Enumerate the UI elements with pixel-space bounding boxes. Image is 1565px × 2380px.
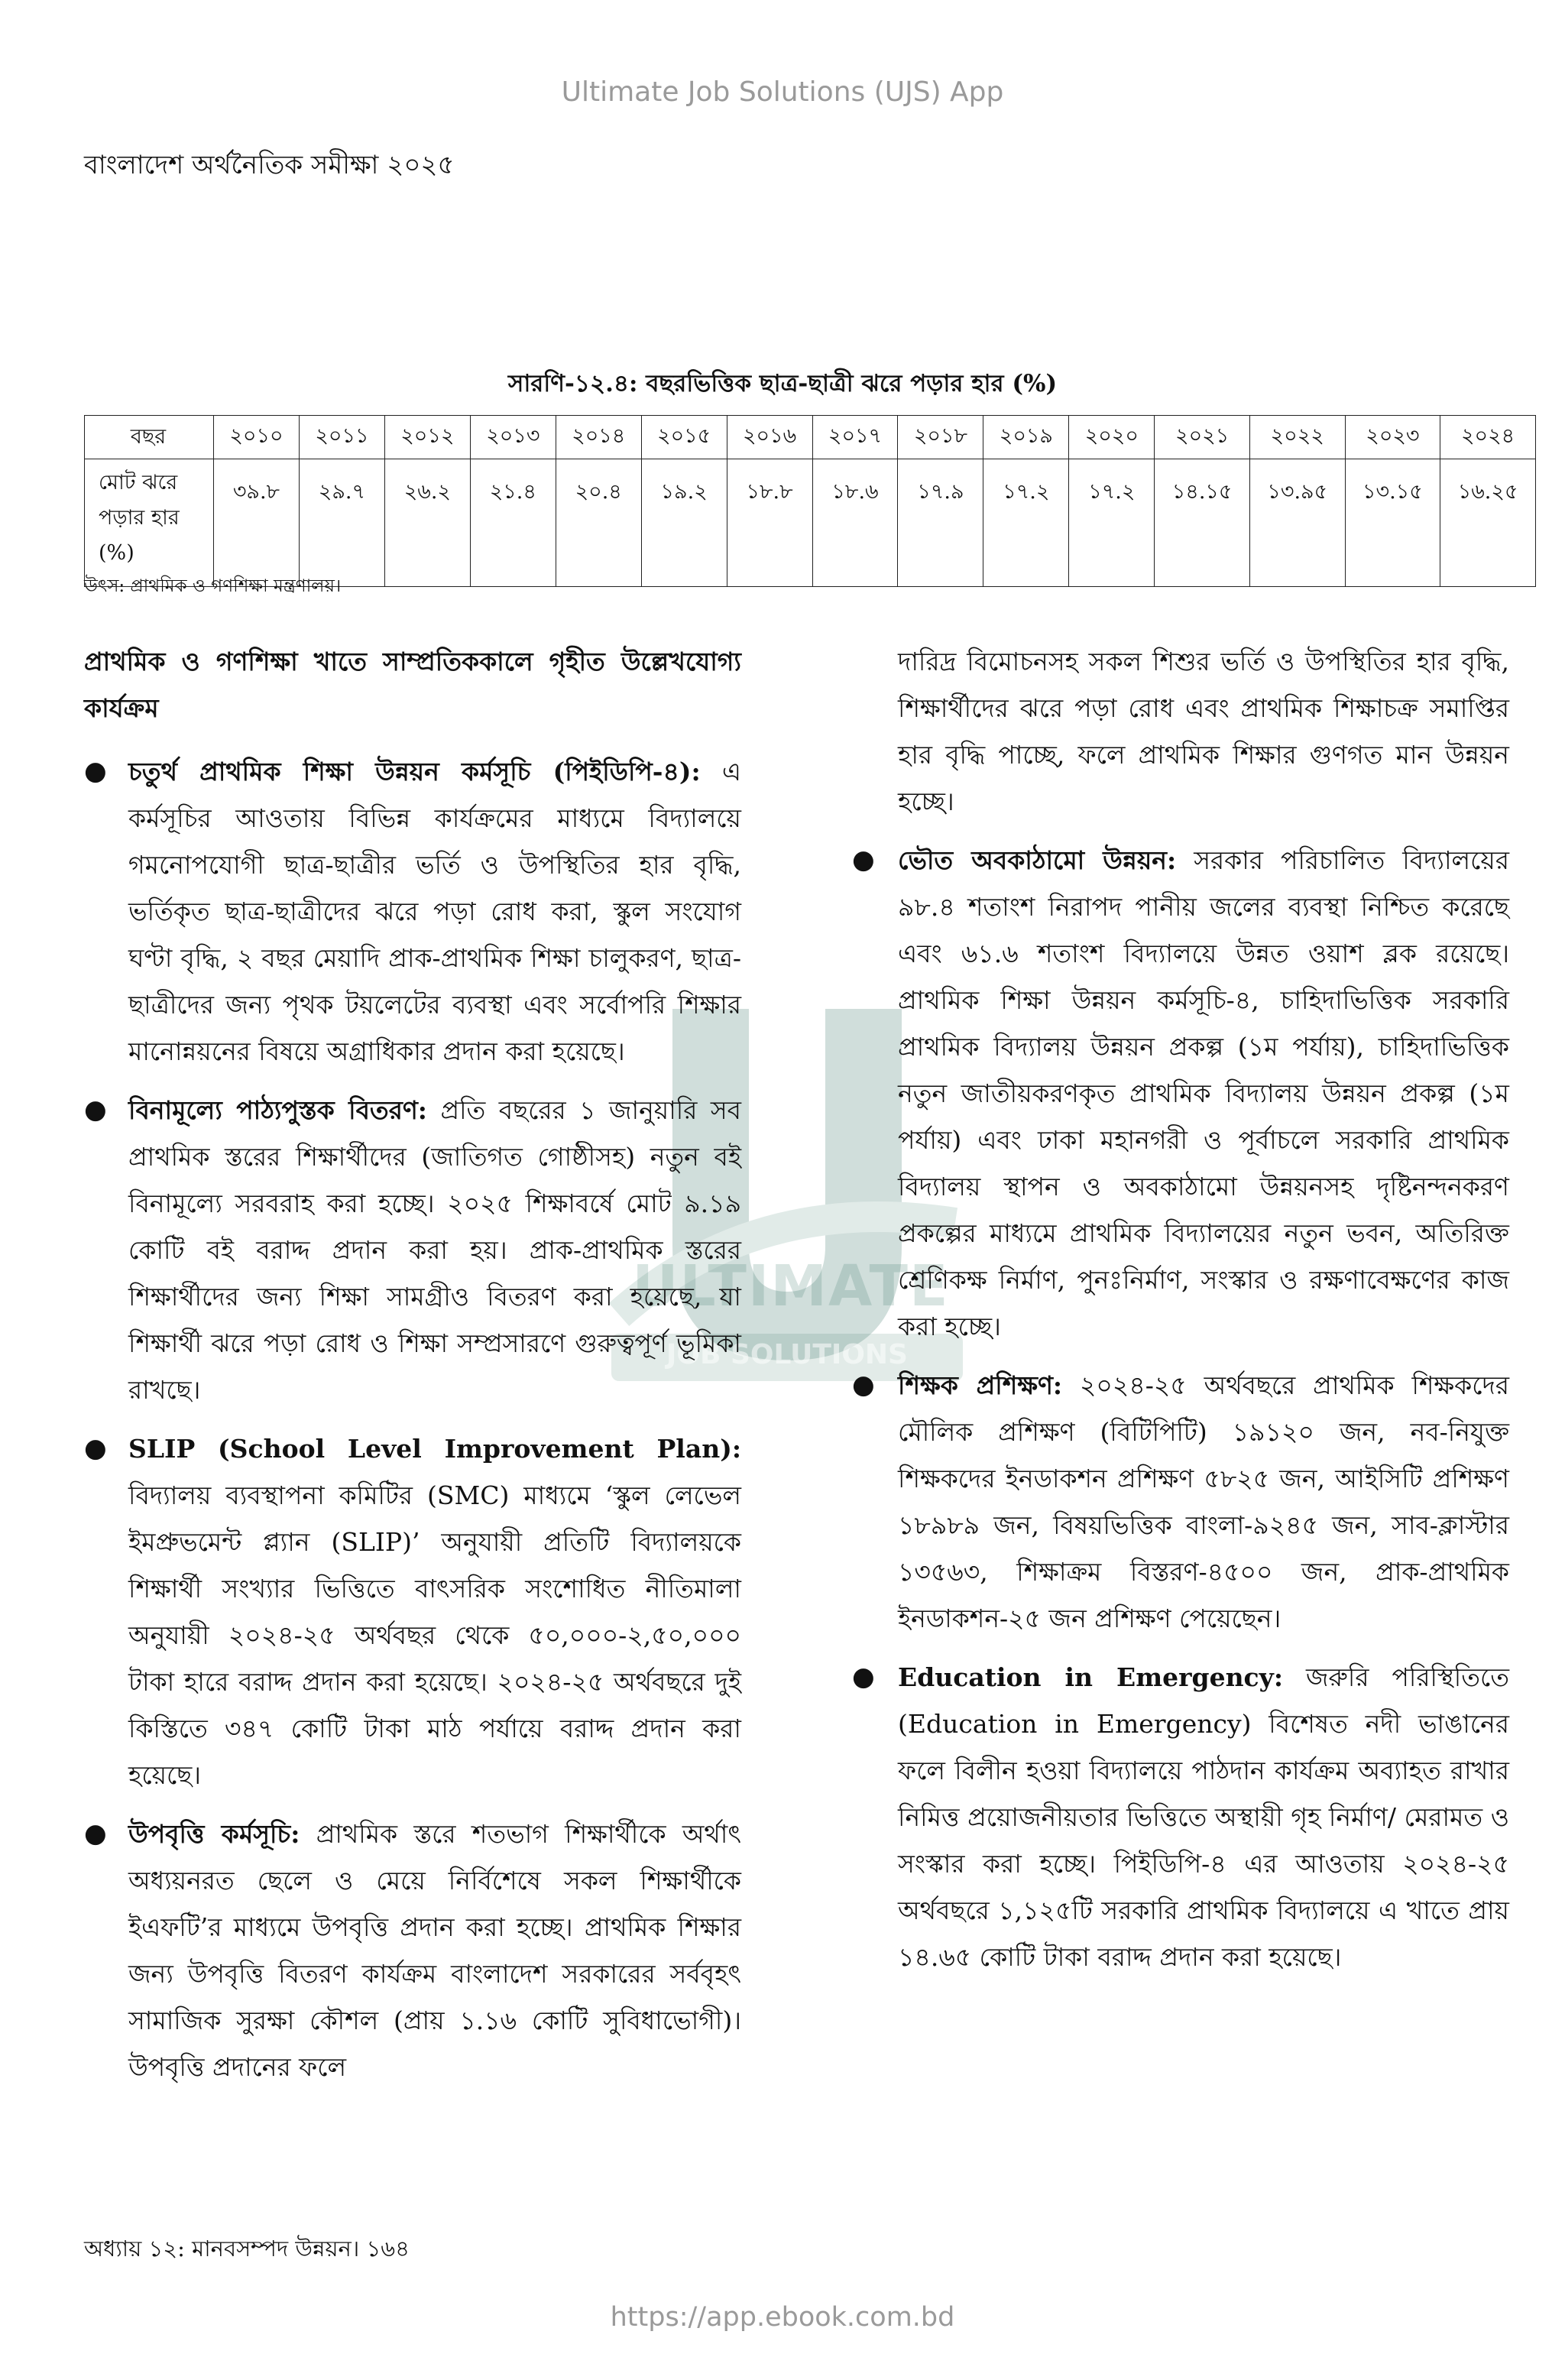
- bullet-text: সরকার পরিচালিত বিদ্যালয়ের ৯৮.৪ শতাংশ নিরাপদ পানীয় জলের ব্যবস্থা নিশ্চিত করেছে এবং ৬১.৬ শতাংশ বিদ্যালয়ে উন্নত ওয়াশ ব্লক রয়েছে। প্রাথমিক শিক্ষা উন্নয়ন কর্মসূচি-৪, চাহিদাভিত্তিক সরকারি প্রাথমিক বিদ্যালয় উন্নয়ন প্রকল্প (১ম পর্যায়), চাহিদাভিত্তিক নতুন জাতীয়করণকৃত প্রাথমিক বিদ্যালয় উন্নয়ন প্রকল্প (১ম পর্যায়) এবং ঢাকা মহানগরী ও পূর্বাচলে সরকারি প্রাথমিক বিদ্যালয় স্থাপন ও অবকাঠামো উন্নয়নসহ দৃষ্টিনন্দনকরণ প্রকল্পের মাধ্যমে প্রাথমিক বিদ্যালয়ের নতুন ভবন, অতিরিক্ত শ্রেণিকক্ষ নির্মাণ, পুনঃনির্মাণ, সংস্কার ও রক্ষণাবেক্ষণের কাজ করা হচ্ছে।: [898, 845, 1509, 1341]
- year-cell: ২০২১: [1155, 416, 1250, 459]
- value-cell: ১৩.৯৫: [1249, 459, 1345, 587]
- value-cell: ৩৯.৮: [214, 459, 300, 587]
- bullet-title: চতুর্থ প্রাথমিক শিক্ষা উন্নয়ন কর্মসূচি (পিইডিপি-৪):: [128, 757, 701, 786]
- year-cell: ২০১১: [299, 416, 384, 459]
- value-cell: ১৭.২: [983, 459, 1069, 587]
- bullet-title: SLIP (School Level Improvement Plan):: [128, 1434, 741, 1464]
- year-cell: ২০১৬: [727, 416, 812, 459]
- bullet-item: [84, 1425, 741, 1798]
- year-cell: ২০২০: [1069, 416, 1155, 459]
- year-cell: ২০১০: [214, 416, 300, 459]
- year-cell: ২০১৫: [641, 416, 727, 459]
- bullet-title: বিনামূল্যে পাঠ্যপুস্তক বিতরণ:: [128, 1095, 427, 1125]
- year-cell: ২০২৪: [1440, 416, 1536, 459]
- bullet-dot-icon: ●: [84, 1433, 107, 1464]
- year-cell: ২০১৮: [898, 416, 983, 459]
- year-cell: ২০১৪: [556, 416, 641, 459]
- year-cell: ২০১২: [384, 416, 470, 459]
- table-source: উৎস: প্রাথমিক ও গণশিক্ষা মন্ত্রণালয়।: [84, 576, 342, 596]
- value-cell: ১৭.৯: [898, 459, 983, 587]
- value-cell: ১৯.২: [641, 459, 727, 587]
- continued-paragraph: দারিদ্র বিমোচনসহ সকল শিশুর ভর্তি ও উপস্থিতির হার বৃদ্ধি, শিক্ষার্থীদের ঝরে পড়া রোধ এবং প্রাথমিক শিক্ষাচক্র সমাপ্তির হার বৃদ্ধি পাচ্ছে, ফলে প্রাথমিক শিক্ষার গুণগত মান উন্নয়ন হচ্ছে।: [898, 647, 1509, 816]
- year-cell: ২০১৯: [983, 416, 1069, 459]
- bullet-text: এ কর্মসূচির আওতায় বিভিন্ন কার্যক্রমের মাধ্যমে বিদ্যালয়ে গমনোপযোগী ছাত্র-ছাত্রীর ভর্তি ও উপস্থিতির হার বৃদ্ধি, ভর্তিকৃত ছাত্র-ছাত্রীদের ঝরে পড়া রোধ করা, স্কুল সংযোগ ঘণ্টা বৃদ্ধি, ২ বছর মেয়াদি প্রাক-প্রাথমিক শিক্ষা চালুকরণ, ছাত্র-ছাত্রীদের জন্য পৃথক টয়লেটের ব্যবস্থা এবং সর্বোপরি শিক্ষার মানোন্নয়নের বিষয়ে অগ্রাধিকার প্রদান করা হয়েছে।: [128, 757, 741, 1066]
- bullet-title: শিক্ষক প্রশিক্ষণ:: [898, 1370, 1063, 1400]
- watermark-sub-text: JOB SOLUTIONS: [666, 1339, 908, 1370]
- year-cell: ২০১৭: [812, 416, 898, 459]
- year-cell: ২০২২: [1249, 416, 1345, 459]
- left-column: [84, 638, 741, 2103]
- bullet-text: ২০২৪-২৫ অর্থবছরে প্রাথমিক শিক্ষকদের মৌলিক প্রশিক্ষণ (বিটিপিটি) ১৯১২০ জন, নব-নিযুক্ত শিক্ষকদের ইনডাকশন প্রশিক্ষণ ৫৮২৫ জন, আইসিটি প্রশিক্ষণ ১৮৯৮৯ জন, বিষয়ভিত্তিক বাংলা-৯২৪৫ জন, সাব-ক্লাস্টার ১৩৫৬৩, শিক্ষাক্রম বিস্তরণ-৪৫০০ জন, প্রাক-প্রাথমিক ইনডাকশন-২৫ জন প্রশিক্ষণ পেয়েছেন।: [898, 1370, 1509, 1633]
- section-title: প্রাথমিক ও গণশিক্ষা খাতে সাম্প্রতিককালে গৃহীত উল্লেখযোগ্য কার্যক্রম: [84, 647, 741, 723]
- bullet-dot-icon: ●: [84, 1818, 107, 1849]
- left-bullet-list: [84, 748, 741, 2090]
- page-header: বাংলাদেশ অর্থনৈতিক সমীক্ষা ২০২৫: [84, 150, 455, 180]
- bullet-item: [84, 748, 741, 1075]
- value-cell: ১৮.৮: [727, 459, 812, 587]
- value-cell: ১৭.২: [1069, 459, 1155, 587]
- dropout-rate-table: [84, 415, 1536, 587]
- bullet-title: Education in Emergency:: [898, 1662, 1284, 1692]
- bullet-item: [84, 1087, 741, 1413]
- bullet-text: জরুরি পরিস্থিতিতে (Education in Emergency) বিশেষত নদী ভাঙানের ফলে বিলীন হওয়া বিদ্যালয়ে পাঠদান কার্যক্রম অব্যাহত রাখার নিমিত্ত প্রয়োজনীয়তার ভিত্তিতে অস্থায়ী গৃহ নির্মাণ/ মেরামত ও সংস্কার করা হচ্ছে। পিইডিপি-৪ এর আওতায় ২০২৪-২৫ অর্থবছরে ১,১২৫টি সরকারি প্রাথমিক বিদ্যালয়ে এ খাতে প্রায় ১৪.৬৫ কোটি টাকা বরাদ্দ প্রদান করা হয়েছে।: [898, 1662, 1509, 1972]
- value-cell: ২০.৪: [556, 459, 641, 587]
- table-value-row: [85, 459, 1536, 587]
- bullet-dot-icon: ●: [852, 1662, 875, 1692]
- bullet-text: বিদ্যালয় ব্যবস্থাপনা কমিটির (SMC) মাধ্যমে ‘স্কুল লেভেল ইমপ্রুভমেন্ট প্ল্যান (SLIP)’ অনুযায়ী প্রতিটি বিদ্যালয়কে শিক্ষার্থী সংখ্যার ভিত্তিতে বাৎসরিক সংশোধিত নীতিমালা অনুযায়ী ২০২৪-২৫ অর্থবছর থেকে ৫০,০০০-২,৫০,০০০ টাকা হারে বরাদ্দ প্রদান করা হয়েছে। ২০২৪-২৫ অর্থবছরে দুই কিস্তিতে ৩৪৭ কোটি টাকা মাঠ পর্যায়ে বরাদ্দ প্রদান করা হয়েছে।: [128, 1480, 741, 1790]
- bullet-item: [852, 1362, 1509, 1642]
- table-caption: সারণি-১২.৪: বছরভিত্তিক ছাত্র-ছাত্রী ঝরে পড়ার হার (%): [507, 370, 1058, 397]
- value-cell: ১৮.৬: [812, 459, 898, 587]
- right-bullet-list: [852, 837, 1509, 1980]
- row-label-cell: মোট ঝরে পড়ার হার (%): [85, 459, 214, 587]
- app-header: Ultimate Job Solutions (UJS) App: [561, 76, 1004, 108]
- bullet-dot-icon: ●: [84, 756, 107, 786]
- bullet-dot-icon: ●: [852, 845, 875, 875]
- value-cell: ১৬.২৫: [1440, 459, 1536, 587]
- value-cell: ১৪.১৫: [1155, 459, 1250, 587]
- bullet-item: [852, 1654, 1509, 1980]
- watermark-text: ULTIMATE: [632, 1253, 950, 1319]
- bullet-text: প্রতি বছরের ১ জানুয়ারি সব প্রাথমিক স্তরের শিক্ষার্থীদের (জাতিগত গোষ্ঠীসহ) নতুন বই বিনামূল্যে সরবরাহ করা হচ্ছে। ২০২৫ শিক্ষাবর্ষে মোট ৯.১৯ কোটি বই বরাদ্দ প্রদান করা হয়। প্রাক-প্রাথমিক স্তরের শিক্ষার্থীদের জন্য শিক্ষা সামগ্রীও বিতরণ করা হয়েছে, যা শিক্ষার্থী ঝরে পড়া রোধ ও শিক্ষা সম্প্রসারণে গুরুত্বপূর্ণ ভূমিকা রাখছে।: [128, 1095, 742, 1405]
- bullet-text: প্রাথমিক স্তরে শতভাগ শিক্ষার্থীকে অর্থাৎ অধ্যয়নরত ছেলে ও মেয়ে নির্বিশেষে সকল শিক্ষার্থীকে ইএফটি’র মাধ্যমে উপবৃত্তি প্রদান করা হচ্ছে। প্রাথমিক শিক্ষার জন্য উপবৃত্তি বিতরণ কার্যক্রম বাংলাদেশ সরকারের সর্ববৃহৎ সামাজিক সুরক্ষা কৌশল (প্রায় ১.১৬ কোটি সুবিধাভোগী)। উপবৃত্তি প্রদানের ফলে: [128, 1819, 741, 2082]
- bullet-dot-icon: ●: [84, 1094, 107, 1125]
- year-cell: ২০১৩: [470, 416, 556, 459]
- value-cell: ১৩.১৫: [1345, 459, 1440, 587]
- bullet-title: উপবৃত্তি কর্মসূচি:: [128, 1819, 300, 1849]
- right-column: [852, 638, 1509, 1993]
- year-cell: ২০২৩: [1345, 416, 1440, 459]
- table-header-row: [85, 416, 1536, 459]
- bullet-title: ভৌত অবকাঠামো উন্নয়ন:: [898, 845, 1177, 875]
- value-cell: ২১.৪: [470, 459, 556, 587]
- bullet-item: [852, 837, 1509, 1350]
- value-cell: ২৯.৭: [299, 459, 384, 587]
- footer-url: https://app.ebook.com.bd: [610, 2302, 955, 2333]
- value-cell: ২৬.২: [384, 459, 470, 587]
- year-label-cell: বছর: [85, 416, 214, 459]
- bullet-item: [84, 1811, 741, 2090]
- footer-chapter: অধ্যায় ১২: মানবসম্পদ উন্নয়ন। ১৬৪: [84, 2236, 410, 2262]
- bullet-dot-icon: ●: [852, 1370, 875, 1400]
